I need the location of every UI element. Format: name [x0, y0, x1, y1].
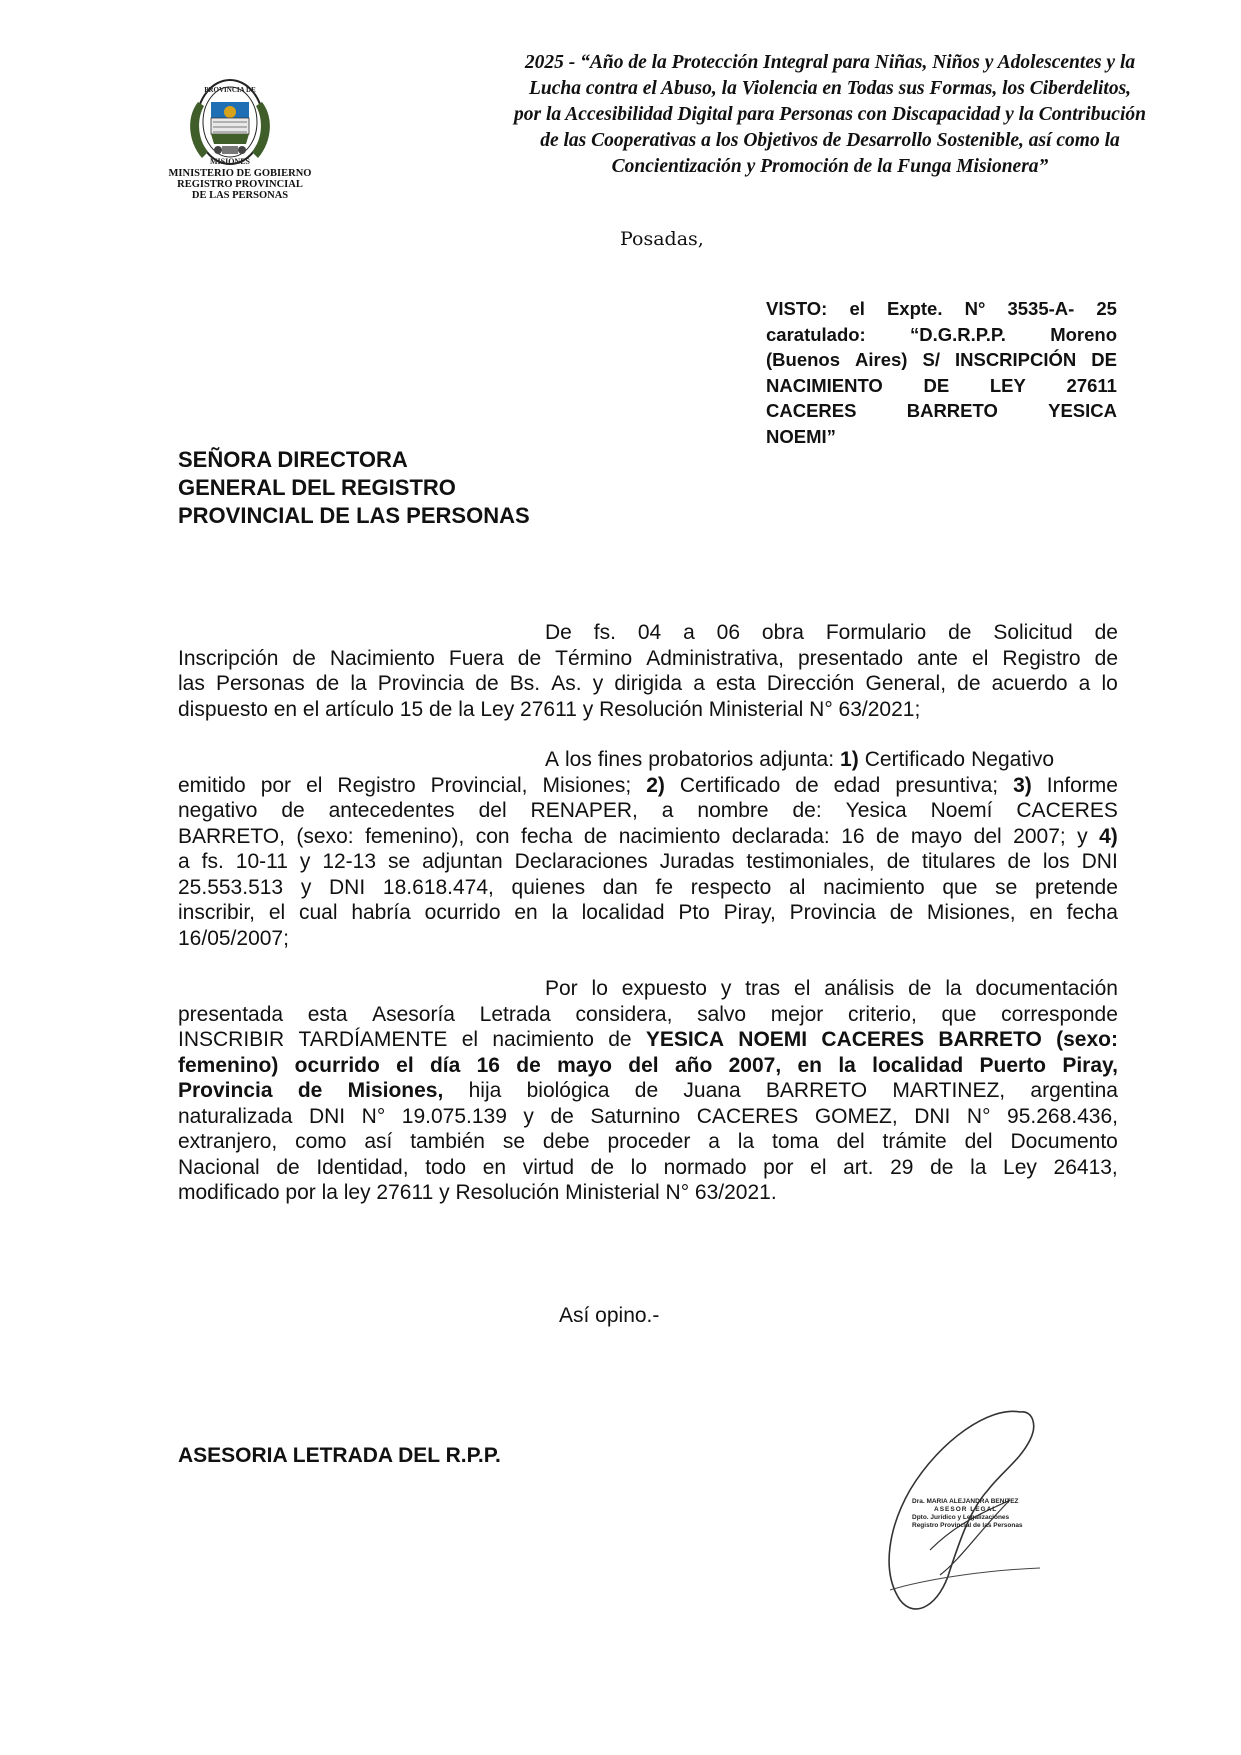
paragraph-2: [178, 747, 1118, 951]
motto-line: de las Cooperativas a los Objetivos de Desarrollo Sostenible, así como la: [540, 130, 1120, 151]
body-line: las Personas de la Provincia de Bs. As. y dirigida a esta Dirección General, de acuerdo a lo: [178, 672, 1118, 695]
seal-bottom-text: MISIONES: [209, 157, 251, 166]
visto-line: caratulado: “D.G.R.P.P. Moreno: [766, 323, 1117, 345]
year-motto: [470, 50, 1190, 180]
stamp-line: Dpto. Jurídico y Legalizaciones: [912, 1514, 1010, 1521]
body-line: presentada esta Asesoría Letrada considera, salvo mejor criterio, que corresponde: [178, 1002, 1118, 1026]
body-line: Provincia de Misiones, hija biológica de Juana BARRETO MARTINEZ, argentina: [178, 1079, 1118, 1102]
body-line: extranjero, como así también se debe proceder a la toma del trámite del Documento: [178, 1130, 1118, 1153]
seal-top-text: PROVINCIA DE: [204, 86, 256, 94]
place-date: Posadas,: [620, 228, 704, 250]
body-line: naturalizada DNI N° 19.075.139 y de Saturnino CACERES GOMEZ, DNI N° 95.268.436,: [178, 1104, 1118, 1128]
addressee-line: SEÑORA DIRECTORA: [178, 447, 408, 472]
body-line: Por lo expuesto y tras el análisis de la documentación: [545, 977, 1118, 1000]
motto-line: 2025 - “Año de la Protección Integral para Niñas, Niños y Adolescentes y la: [524, 52, 1136, 73]
ministry-line: REGISTRO PROVINCIAL: [177, 179, 303, 190]
body-line: 16/05/2007;: [178, 926, 289, 950]
visto-line: (Buenos Aires) S/ INSCRIPCIÓN DE: [766, 349, 1117, 370]
body-line: negativo de antecedentes del RENAPER, a nombre de: Yesica Noemí CACERES: [178, 799, 1118, 822]
body-line: 25.553.513 y DNI 18.618.474, quienes dan fe respecto al nacimiento que se pretende: [178, 875, 1118, 899]
body-line: De fs. 04 a 06 obra Formulario de Solicitud de: [545, 621, 1118, 644]
body-line: modificado por la ley 27611 y Resolución Ministerial N° 63/2021.: [178, 1181, 777, 1204]
body-line: inscribir, el cual habría ocurrido en la localidad Pto Piray, Provincia de Misiones, en fecha: [178, 901, 1118, 924]
visto-line: NOEMI”: [766, 425, 836, 447]
seal-text-arc: [180, 72, 280, 172]
paragraph-1: [178, 620, 1118, 722]
body-line: BARRETO, (sexo: femenino), con fecha de nacimiento declarada: 16 de mayo del 2007; y 4): [178, 824, 1118, 848]
addressee-line: PROVINCIAL DE LAS PERSONAS: [178, 503, 530, 528]
addressee-line: GENERAL DEL REGISTRO: [178, 475, 456, 500]
stamp-line: Registro Provincial de las Personas: [912, 1522, 1023, 1529]
addressee-block: [178, 446, 530, 530]
body-line: emitido por el Registro Provincial, Misiones; 2) Certificado de edad presuntiva; 3) Informe: [178, 773, 1118, 797]
body-line: femenino) ocurrido el día 16 de mayo del año 2007, en la localidad Puerto Piray,: [178, 1053, 1118, 1077]
document-body: [178, 620, 1118, 1231]
signer-label: ASESORIA LETRADA DEL R.P.P.: [178, 1444, 501, 1467]
ministry-label: [150, 168, 330, 201]
stamp-line: Dra. MARIA ALEJANDRA BENITEZ: [912, 1498, 1019, 1505]
paragraph-3: [178, 976, 1118, 1206]
visto-line: NACIMIENTO DE LEY 27611: [766, 374, 1117, 396]
stamp-line: ASESOR LEGAL: [934, 1506, 998, 1513]
visto-line: CACERES BARRETO YESICA: [766, 400, 1117, 421]
body-line: dispuesto en el artículo 15 de la Ley 27611 y Resolución Ministerial N° 63/2021;: [178, 697, 921, 721]
body-line: INSCRIBIR TARDÍAMENTE el nacimiento de YESICA NOEMI CACERES BARRETO (sexo:: [178, 1028, 1118, 1051]
motto-line: Lucha contra el Abuso, la Violencia en Todas sus Formas, los Ciberdelitos,: [528, 78, 1132, 99]
body-line: A los fines probatorios adjunta: 1) Certificado Negativo: [545, 748, 1054, 771]
body-line: a fs. 10-11 y 12-13 se adjuntan Declaraciones Juradas testimoniales, de titulares de los DNI: [178, 850, 1118, 873]
motto-line: por la Accesibilidad Digital para Personas con Discapacidad y la Contribución: [514, 104, 1146, 125]
official-stamp: [912, 1498, 1042, 1530]
visto-line: VISTO: el Expte. N° 3535-A- 25: [766, 298, 1117, 319]
motto-line: Concientización y Promoción de la Funga Misionera”: [611, 156, 1049, 177]
body-line: Nacional de Identidad, todo en virtud de lo normado por el art. 29 de la Ley 26413,: [178, 1155, 1118, 1179]
visto-block: [766, 296, 1117, 449]
closing-text: Así opino.-: [559, 1304, 660, 1327]
body-line: Inscripción de Nacimiento Fuera de Término Administrativa, presentado ante el Registro de: [178, 646, 1118, 670]
ministry-line: DE LAS PERSONAS: [191, 190, 289, 201]
ministry-line: MINISTERIO DE GOBIERNO: [168, 168, 312, 179]
